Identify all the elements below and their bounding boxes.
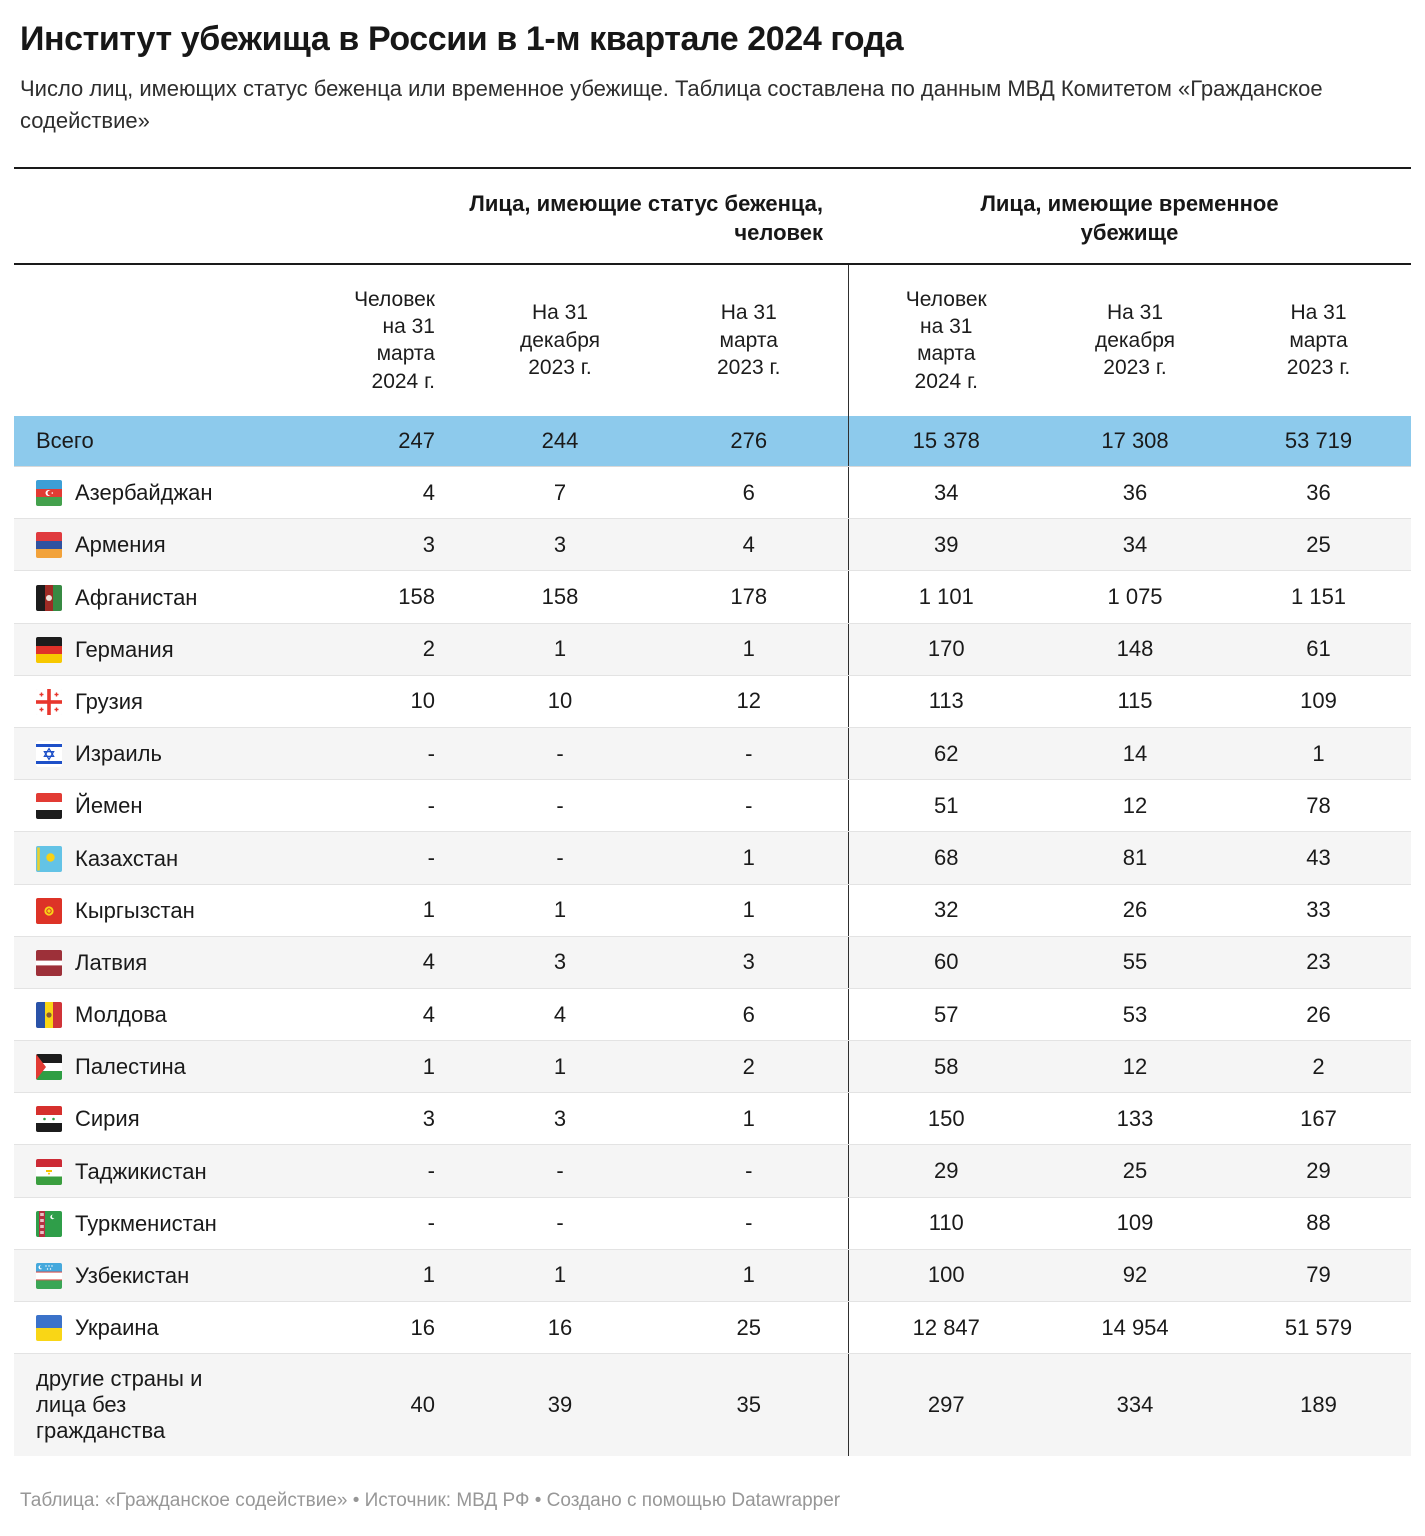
column-group-refugee-status bbox=[300, 168, 848, 264]
value-cell: - bbox=[470, 832, 650, 884]
table-row bbox=[14, 884, 1411, 936]
table-row bbox=[14, 1041, 1411, 1093]
value-cell: 133 bbox=[1044, 1093, 1226, 1145]
value-cell: 12 bbox=[1044, 1041, 1226, 1093]
value-cell: 3 bbox=[470, 936, 650, 988]
country-label: другие страны и лица без гражданства bbox=[36, 1366, 203, 1444]
flag-moldova-icon bbox=[36, 1002, 62, 1028]
value-cell: 12 bbox=[1044, 780, 1226, 832]
value-cell: 1 bbox=[650, 1249, 848, 1301]
country-cell bbox=[14, 1354, 300, 1457]
total-row bbox=[14, 416, 1411, 467]
country-cell bbox=[14, 675, 300, 727]
table-row bbox=[14, 1249, 1411, 1301]
refugee-table bbox=[14, 167, 1411, 1456]
value-cell: 1 bbox=[470, 884, 650, 936]
table-row bbox=[14, 1302, 1411, 1354]
country-cell bbox=[14, 988, 300, 1040]
value-cell: 3 bbox=[650, 936, 848, 988]
value-cell: 2 bbox=[300, 623, 470, 675]
value-cell: 16 bbox=[470, 1302, 650, 1354]
value-cell: 4 bbox=[300, 467, 470, 519]
value-cell: - bbox=[300, 1145, 470, 1197]
country-cell bbox=[14, 467, 300, 519]
flag-israel-icon bbox=[36, 741, 62, 767]
country-label: Узбекистан bbox=[75, 1263, 190, 1289]
flag-afghanistan-icon bbox=[36, 585, 62, 611]
value-cell: 4 bbox=[300, 936, 470, 988]
value-cell: 167 bbox=[1226, 1093, 1411, 1145]
value-cell: - bbox=[300, 780, 470, 832]
country-label: Молдова bbox=[75, 1002, 167, 1028]
value-cell: 4 bbox=[470, 988, 650, 1040]
value-cell: 68 bbox=[848, 832, 1044, 884]
table-row bbox=[14, 571, 1411, 623]
country-cell bbox=[14, 1145, 300, 1197]
value-cell: 12 bbox=[650, 675, 848, 727]
country-label: Грузия bbox=[75, 688, 143, 714]
country-label: Туркменистан bbox=[75, 1210, 217, 1236]
value-cell: 25 bbox=[650, 1302, 848, 1354]
value-cell: 55 bbox=[1044, 936, 1226, 988]
table-row bbox=[14, 727, 1411, 779]
value-cell: 62 bbox=[848, 727, 1044, 779]
flag-armenia-icon bbox=[36, 532, 62, 558]
value-cell: 32 bbox=[848, 884, 1044, 936]
value-cell: 1 bbox=[300, 1041, 470, 1093]
table-row bbox=[14, 519, 1411, 571]
value-cell: 109 bbox=[1044, 1197, 1226, 1249]
col-header-refugee-mar2024: Человек на 31 марта 2024 г. bbox=[354, 287, 435, 393]
country-label: Кыргызстан bbox=[75, 897, 195, 923]
value-cell: 1 bbox=[300, 1249, 470, 1301]
value-cell: 29 bbox=[1226, 1145, 1411, 1197]
value-cell: 6 bbox=[650, 467, 848, 519]
flag-syria-icon bbox=[36, 1106, 62, 1132]
value-cell: 81 bbox=[1044, 832, 1226, 884]
value-cell: 88 bbox=[1226, 1197, 1411, 1249]
value-cell: 100 bbox=[848, 1249, 1044, 1301]
value-cell: 113 bbox=[848, 675, 1044, 727]
col-header-asylum-dec2023: На 31 декабря 2023 г. bbox=[1094, 301, 1176, 380]
value-cell: 40 bbox=[300, 1354, 470, 1457]
flag-yemen-icon bbox=[36, 793, 62, 819]
value-cell: 14 954 bbox=[1044, 1302, 1226, 1354]
flag-ukraine-icon bbox=[36, 1315, 62, 1341]
value-cell: 110 bbox=[848, 1197, 1044, 1249]
value-cell: 3 bbox=[300, 519, 470, 571]
flag-uzbekistan-icon bbox=[36, 1263, 62, 1289]
flag-palestine-icon bbox=[36, 1054, 62, 1080]
value-cell: 14 bbox=[1044, 727, 1226, 779]
value-cell: 57 bbox=[848, 988, 1044, 1040]
flag-georgia-icon bbox=[36, 689, 62, 715]
value-cell: 12 847 bbox=[848, 1302, 1044, 1354]
table-row bbox=[14, 467, 1411, 519]
country-cell bbox=[14, 780, 300, 832]
value-cell: 109 bbox=[1226, 675, 1411, 727]
table-row bbox=[14, 1093, 1411, 1145]
value-cell: 6 bbox=[650, 988, 848, 1040]
col-header-asylum-mar2024: Человек на 31 марта 2024 г. bbox=[848, 264, 1044, 416]
table-row bbox=[14, 623, 1411, 675]
table-body bbox=[14, 416, 1411, 1456]
column-group-refugee-status-label: Лица, имеющие статус беженца, человек bbox=[469, 190, 824, 245]
value-cell: 29 bbox=[848, 1145, 1044, 1197]
value-cell: 33 bbox=[1226, 884, 1411, 936]
value-cell: - bbox=[470, 780, 650, 832]
flag-kazakhstan-icon bbox=[36, 846, 62, 872]
value-cell: 1 bbox=[470, 1249, 650, 1301]
total-value: 276 bbox=[650, 416, 848, 467]
total-value: 247 bbox=[300, 416, 470, 467]
value-cell: 1 bbox=[650, 623, 848, 675]
country-label: Казахстан bbox=[75, 845, 179, 871]
flag-azerbaijan-icon bbox=[36, 480, 62, 506]
corner-cell bbox=[14, 168, 300, 264]
value-cell: 4 bbox=[300, 988, 470, 1040]
value-cell: 2 bbox=[1226, 1041, 1411, 1093]
value-cell: - bbox=[650, 780, 848, 832]
country-cell bbox=[14, 1197, 300, 1249]
total-value: 15 378 bbox=[848, 416, 1044, 467]
value-cell: 36 bbox=[1226, 467, 1411, 519]
flag-latvia-icon bbox=[36, 950, 62, 976]
table-row bbox=[14, 936, 1411, 988]
flag-kyrgyzstan-icon bbox=[36, 898, 62, 924]
value-cell: 36 bbox=[1044, 467, 1226, 519]
country-label: Израиль bbox=[75, 741, 162, 767]
value-cell: 158 bbox=[470, 571, 650, 623]
country-label: Азербайджан bbox=[75, 480, 213, 506]
value-cell: - bbox=[470, 1145, 650, 1197]
value-cell: 189 bbox=[1226, 1354, 1411, 1457]
country-cell bbox=[14, 1249, 300, 1301]
country-label: Сирия bbox=[75, 1106, 140, 1132]
flag-germany-icon bbox=[36, 637, 62, 663]
table-row bbox=[14, 1197, 1411, 1249]
total-label: Всего bbox=[14, 416, 300, 467]
column-group-temporary-asylum bbox=[848, 168, 1411, 264]
value-cell: 39 bbox=[470, 1354, 650, 1457]
value-cell: 60 bbox=[848, 936, 1044, 988]
value-cell: 23 bbox=[1226, 936, 1411, 988]
value-cell: 1 bbox=[1226, 727, 1411, 779]
country-label: Украина bbox=[75, 1315, 159, 1341]
country-cell bbox=[14, 1302, 300, 1354]
value-cell: 1 bbox=[470, 623, 650, 675]
footer-credits: Таблица: «Гражданское содействие» • Источник: МВД РФ • Создано с помощью Datawrapper bbox=[20, 1490, 841, 1512]
country-cell bbox=[14, 623, 300, 675]
value-cell: 3 bbox=[300, 1093, 470, 1145]
value-cell: 1 bbox=[300, 884, 470, 936]
page-subtitle: Число лиц, имеющих статус беженца или временное убежище. Таблица составлена по данным МВД Комитетом «Гражданское содействие» bbox=[20, 76, 1323, 133]
country-cell bbox=[14, 519, 300, 571]
col-header-refugee-mar2023: На 31 марта 2023 г. bbox=[717, 301, 781, 380]
value-cell: 150 bbox=[848, 1093, 1044, 1145]
country-label: Армения bbox=[75, 532, 166, 558]
value-cell: 297 bbox=[848, 1354, 1044, 1457]
value-cell: 51 579 bbox=[1226, 1302, 1411, 1354]
value-cell: 1 bbox=[650, 884, 848, 936]
table-row bbox=[14, 988, 1411, 1040]
column-group-row bbox=[14, 168, 1411, 264]
value-cell: 58 bbox=[848, 1041, 1044, 1093]
column-header-row bbox=[14, 264, 1411, 416]
value-cell: 92 bbox=[1044, 1249, 1226, 1301]
value-cell: - bbox=[300, 727, 470, 779]
country-cell bbox=[14, 1093, 300, 1145]
table-row bbox=[14, 1145, 1411, 1197]
country-cell bbox=[14, 571, 300, 623]
country-cell bbox=[14, 936, 300, 988]
value-cell: 61 bbox=[1226, 623, 1411, 675]
table-row bbox=[14, 832, 1411, 884]
page-title: Институт убежища в России в 1-м квартале 2024 года bbox=[20, 20, 904, 58]
value-cell: 39 bbox=[848, 519, 1044, 571]
value-cell: - bbox=[470, 1197, 650, 1249]
table-header bbox=[14, 168, 1411, 416]
country-label: Германия bbox=[75, 636, 174, 662]
country-label: Палестина bbox=[75, 1054, 186, 1080]
value-cell: 7 bbox=[470, 467, 650, 519]
value-cell: 2 bbox=[650, 1041, 848, 1093]
value-cell: - bbox=[300, 1197, 470, 1249]
country-label: Йемен bbox=[75, 793, 143, 819]
country-label: Латвия bbox=[75, 949, 148, 975]
value-cell: 148 bbox=[1044, 623, 1226, 675]
value-cell: - bbox=[470, 727, 650, 779]
value-cell: 34 bbox=[848, 467, 1044, 519]
value-cell: 170 bbox=[848, 623, 1044, 675]
value-cell: 16 bbox=[300, 1302, 470, 1354]
value-cell: 1 075 bbox=[1044, 571, 1226, 623]
value-cell: 158 bbox=[300, 571, 470, 623]
flag-turkmenistan-icon bbox=[36, 1211, 62, 1237]
value-cell: 3 bbox=[470, 1093, 650, 1145]
value-cell: 35 bbox=[650, 1354, 848, 1457]
value-cell: 51 bbox=[848, 780, 1044, 832]
value-cell: 1 151 bbox=[1226, 571, 1411, 623]
value-cell: 53 bbox=[1044, 988, 1226, 1040]
value-cell: 26 bbox=[1044, 884, 1226, 936]
country-cell bbox=[14, 884, 300, 936]
country-cell bbox=[14, 1041, 300, 1093]
value-cell: 115 bbox=[1044, 675, 1226, 727]
value-cell: 34 bbox=[1044, 519, 1226, 571]
country-cell bbox=[14, 727, 300, 779]
country-column-header bbox=[14, 264, 300, 416]
value-cell: 79 bbox=[1226, 1249, 1411, 1301]
value-cell: 334 bbox=[1044, 1354, 1226, 1457]
value-cell: - bbox=[650, 727, 848, 779]
value-cell: 78 bbox=[1226, 780, 1411, 832]
value-cell: 178 bbox=[650, 571, 848, 623]
total-value: 53 719 bbox=[1226, 416, 1411, 467]
country-cell bbox=[14, 832, 300, 884]
total-value: 17 308 bbox=[1044, 416, 1226, 467]
col-header-refugee-dec2023: На 31 декабря 2023 г. bbox=[519, 301, 601, 380]
value-cell: 1 bbox=[650, 832, 848, 884]
value-cell: 1 bbox=[650, 1093, 848, 1145]
value-cell: 26 bbox=[1226, 988, 1411, 1040]
value-cell: 4 bbox=[650, 519, 848, 571]
value-cell: - bbox=[650, 1145, 848, 1197]
value-cell: 10 bbox=[470, 675, 650, 727]
value-cell: - bbox=[650, 1197, 848, 1249]
value-cell: 10 bbox=[300, 675, 470, 727]
value-cell: 1 bbox=[470, 1041, 650, 1093]
flag-tajikistan-icon bbox=[36, 1159, 62, 1185]
value-cell: 43 bbox=[1226, 832, 1411, 884]
table-row bbox=[14, 675, 1411, 727]
country-label: Таджикистан bbox=[75, 1158, 207, 1184]
value-cell: 1 101 bbox=[848, 571, 1044, 623]
total-value: 244 bbox=[470, 416, 650, 467]
value-cell: 25 bbox=[1044, 1145, 1226, 1197]
table-row bbox=[14, 1354, 1411, 1457]
value-cell: 3 bbox=[470, 519, 650, 571]
country-label: Афганистан bbox=[75, 584, 198, 610]
column-group-temporary-asylum-label: Лица, имеющие временное убежище bbox=[980, 190, 1279, 245]
value-cell: 25 bbox=[1226, 519, 1411, 571]
table-row bbox=[14, 780, 1411, 832]
col-header-asylum-mar2023: На 31 марта 2023 г. bbox=[1286, 301, 1351, 380]
value-cell: - bbox=[300, 832, 470, 884]
